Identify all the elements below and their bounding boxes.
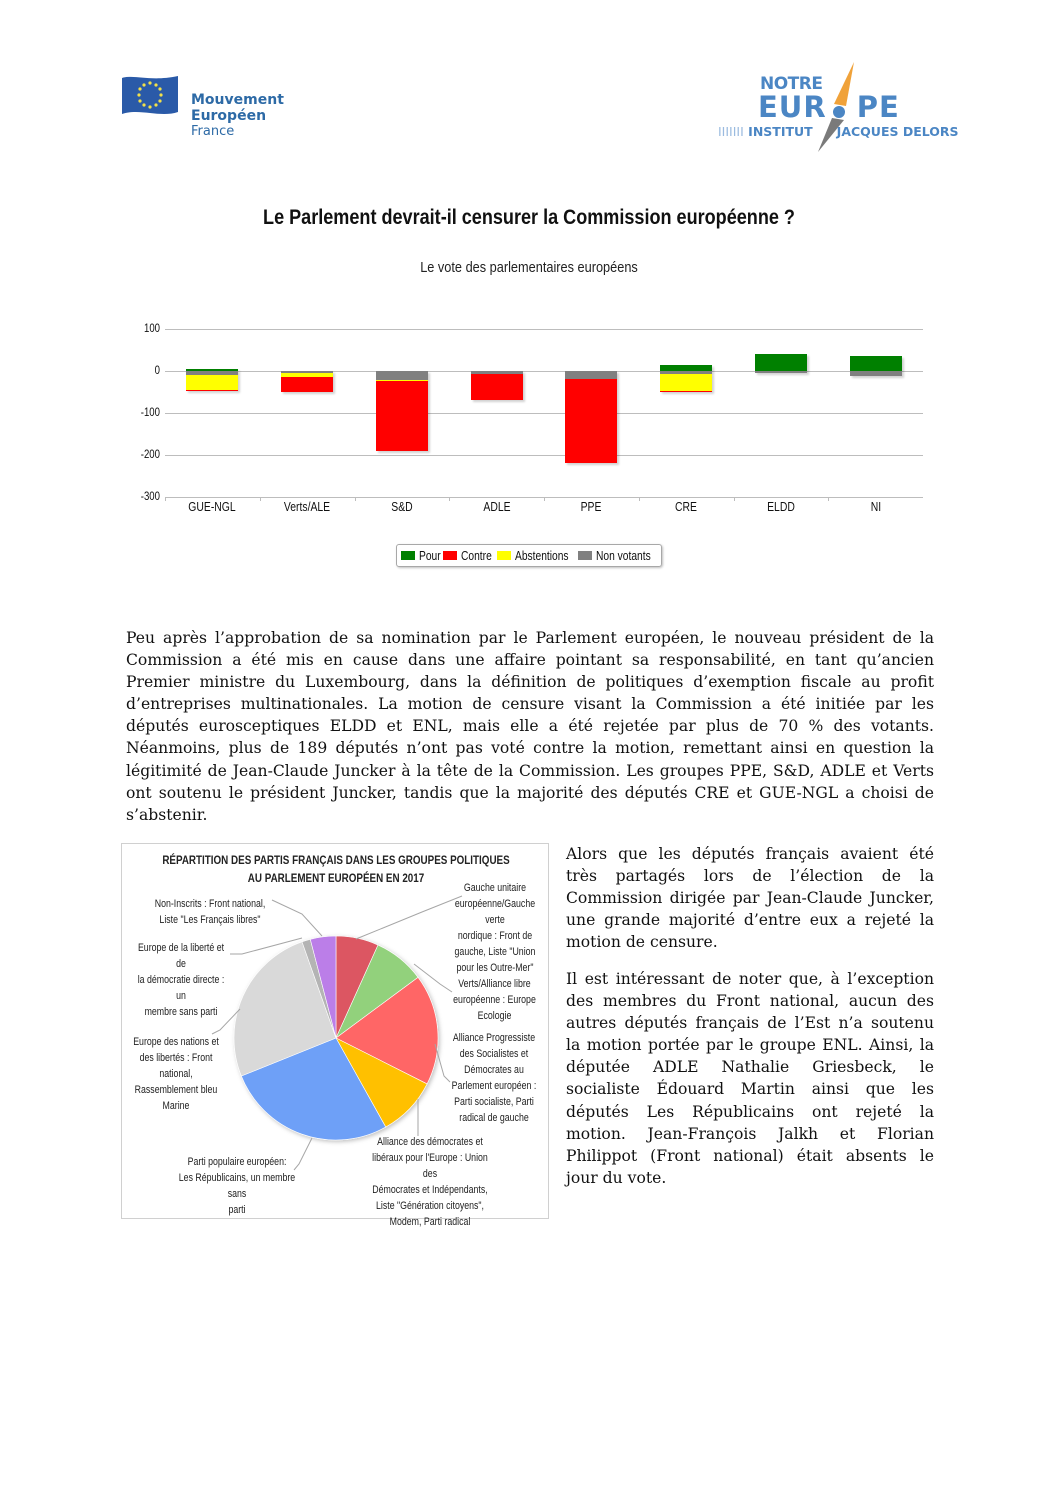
legend-label: Pour [419, 548, 441, 563]
exception-paragraph [566, 968, 934, 1189]
text-line: très partagés lors de l’élection de la [566, 867, 934, 886]
bar-segment-abstentions [660, 374, 712, 391]
bar-segment-contre [281, 377, 333, 393]
page-title: Le Parlement devrait-il censurer la Commission européenne ? [263, 206, 795, 229]
legend-swatch [443, 551, 457, 560]
pie-label-line: Liste "Les Français libres" [159, 914, 261, 926]
legend-swatch [497, 551, 511, 560]
pie-label-line: gauche, Liste "Union [454, 946, 536, 958]
pie-label-line: des Socialistes et [459, 1048, 529, 1060]
pie-label-ni [154, 896, 266, 928]
logo-line-2: Européen [191, 108, 267, 124]
pie-label-line: membre sans parti [144, 1006, 218, 1018]
pie-chart-panel [121, 843, 549, 1228]
institut-text [718, 124, 959, 139]
text-line: ont soutenu le président Juncker, tandis que la majorité des députés CRE et GUE-NGL a choisi de [126, 783, 934, 802]
legend-item [578, 549, 655, 563]
x-tick-label: GUE-NGL [188, 499, 237, 514]
bar-segment-non-votants [376, 371, 428, 380]
text-line: Commission a été mis en cause dans une affaire pointant sa responsabilité, en tant qu’ancien [126, 651, 934, 670]
legend-item [443, 549, 491, 563]
y-tick-label: -200 [140, 447, 160, 461]
text-line: Peu après l’approbation de sa nomination par le Parlement européen, le nouveau président de la [126, 629, 934, 647]
pie-label-line: européenne/Gauche verte [454, 898, 536, 926]
pie-title-line-1: RÉPARTITION DES PARTIS FRANÇAIS DANS LES GROUPES POLITIQUES [162, 853, 510, 867]
pie-label-line: Démocrates au [464, 1064, 524, 1076]
y-tick-label: 100 [143, 321, 160, 335]
french-deputies-paragraph [566, 843, 934, 953]
bars-decor: IIIIIII [718, 124, 744, 139]
text-line: une grande majorité d’entre eux a rejeté la [566, 911, 934, 930]
text-line: s’abstenir. [126, 805, 208, 824]
text-line: la motion portée par le groupe ENL. Ainsi, la [566, 1036, 934, 1055]
europe-text [758, 90, 900, 124]
x-tick-label: CRE [675, 499, 698, 514]
legend-item [497, 549, 572, 563]
institut-label: INSTITUT [748, 124, 813, 139]
bar-segment-abstentions [186, 375, 238, 390]
mouvement-europeen-logo [118, 72, 298, 147]
legend-label: Abstentions [514, 548, 569, 563]
text-line: Néanmoins, plus de 189 députés n’ont pas voté contre la motion, remettant ainsi en question la [126, 739, 934, 758]
pie-label-line: Non-Inscrits : Front national, [154, 898, 266, 910]
pie-label-line: Europe de la liberté et de [137, 942, 225, 970]
text-line: députée ADLE Nathalie Griesbeck, le [566, 1058, 934, 1077]
text-line: députés Les Républicains ont rejeté la [566, 1102, 934, 1121]
legend-item [401, 548, 441, 563]
pie-label-line: libéraux pour l'Europe : Union des [372, 1152, 488, 1180]
notre-text: NOTRE [760, 74, 823, 94]
text-line: légitimité de Jean-Claude Juncker à la tête de la Commission. Les groupes PPE, S&D, ADLE et Verts [126, 761, 934, 780]
x-tick-label: ADLE [483, 499, 511, 514]
x-tick-mark [165, 497, 166, 501]
pie-label-line: Gauche unitaire [463, 882, 527, 894]
text-line: jour du vote. [566, 1168, 667, 1187]
pie-label-line: Parlement européen : [451, 1080, 537, 1092]
pie-label-line: Démocrates et Indépendants, [372, 1184, 488, 1196]
bar-segment-pour [850, 356, 902, 371]
y-tick-label: 0 [154, 363, 160, 377]
x-tick-mark [734, 497, 735, 501]
pie-label-line: Liste "Génération citoyens", [376, 1200, 484, 1212]
text-line: Philippot (Front national) était absents le [566, 1146, 934, 1165]
logo-line-3: France [191, 124, 235, 139]
x-tick-mark [544, 497, 545, 501]
chart-subtitle: Le vote des parlementaires européens [420, 259, 638, 276]
bar-segment-non-votants [565, 371, 617, 379]
pie-label-line: Parti socialiste, Parti [454, 1096, 534, 1108]
pie-label-line: nordique : Front de [457, 930, 533, 942]
legend-swatch [578, 551, 592, 560]
text-line: députés eurosceptiques ELDD et ENL, mais elle a été rejetée par plus de 70 % des votants. [126, 717, 934, 736]
mouvement-europeen-text [191, 92, 284, 140]
gridline [165, 455, 923, 456]
x-tick-mark [260, 497, 261, 501]
text-line: Il est intéressant de noter que, à l’exception [566, 970, 934, 988]
eu-flag-icon [120, 74, 180, 116]
x-tick-label: PPE [580, 499, 602, 514]
pie-label-line: Marine [162, 1100, 190, 1112]
pie-label-line: la démocratie directe : un [137, 974, 225, 1002]
pie-label-line: national, [159, 1068, 193, 1080]
y-tick-label: -100 [140, 405, 160, 419]
bar-segment-contre [660, 391, 712, 392]
x-tick-label: Verts/ALE [284, 499, 331, 514]
x-tick-mark [639, 497, 640, 501]
legend-label: Non votants [596, 548, 651, 563]
intro-paragraph [126, 627, 934, 826]
pie-label-eldd [134, 940, 228, 1020]
x-tick-mark [828, 497, 829, 501]
leader-line [356, 896, 462, 939]
text-line: autres députés français de l’Est n’a soutenu [566, 1014, 934, 1033]
bar-segment-contre [471, 374, 523, 400]
bar-segment-pour [755, 354, 807, 371]
x-tick-label: ELDD [767, 499, 795, 514]
logo-line-1: Mouvement [191, 92, 284, 108]
pie-label-gue [451, 880, 539, 976]
pie-label-line: Verts/Alliance libre [458, 978, 531, 990]
pie-label-verts [453, 976, 537, 1024]
pie-label-sd [449, 1030, 539, 1126]
pie-label-line: Alliance Progressiste [452, 1032, 536, 1044]
gridline [165, 371, 923, 372]
legend-swatch [401, 551, 415, 560]
pie-label-enl [133, 1034, 219, 1114]
bar-segment-contre [376, 381, 428, 451]
jacques-delors-label: JACQUES DELORS [836, 124, 959, 139]
pie-label-line: des libertés : Front [139, 1052, 213, 1064]
pie-label-line: radical de gauche [459, 1112, 529, 1124]
y-tick-label: -300 [140, 489, 160, 503]
pie-label-line: pour les Outre-Mer" [456, 962, 534, 974]
text-line: Premier ministre du Luxembourg, dans la définition de politiques d’exemption fiscale au profit [126, 673, 934, 692]
pie-label-line: Parti populaire européen: [187, 1156, 287, 1168]
legend-label: Contre [461, 548, 493, 563]
x-tick-label: NI [870, 499, 881, 514]
text-line: Commission dirigée par Jean-Claude Juncker, [566, 889, 934, 908]
x-tick-label: S&D [391, 499, 413, 514]
pie-title-line-2: AU PARLEMENT EUROPÉEN EN 2017 [247, 871, 425, 885]
bar-segment-contre [565, 379, 617, 463]
text-line: socialiste Édouard Martin ainsi que les [566, 1080, 934, 1099]
pie-label-line: Modem, Parti radical [389, 1216, 471, 1228]
pe-text: PE [856, 90, 900, 124]
text-line: motion. Jean-François Jalkh et Florian [566, 1124, 934, 1143]
x-tick-mark [449, 497, 450, 501]
pie-label-line: Les Républicains, un membre sans [178, 1172, 296, 1200]
pie-label-adle [366, 1134, 494, 1230]
bar-segment-non-votants [850, 371, 902, 376]
leader-line [272, 900, 322, 936]
gridline [165, 413, 923, 414]
pie-label-line: parti [228, 1204, 246, 1216]
text-line: des membres du Front national, aucun des [566, 992, 934, 1011]
pie-label-line: européenne : Europe [453, 994, 536, 1006]
pie-label-line: Ecologie [477, 1010, 512, 1022]
pie-label-line: Europe des nations et [133, 1036, 219, 1048]
text-line: d’entreprises multinationales. La motion de censure visant la Commission a été initiée par les [126, 695, 934, 714]
text-line: Alors que les députés français avaient été [566, 845, 934, 863]
pie-label-line: Rassemblement bleu [134, 1084, 218, 1096]
pie-label-line: Alliance des démocrates et [377, 1136, 483, 1148]
vote-bar-chart [130, 318, 930, 518]
text-line: motion de censure. [566, 933, 718, 952]
bar-segment-non-votants [755, 371, 807, 373]
notre-europe-logo [718, 60, 959, 155]
eur-text: EUR [758, 90, 827, 124]
gridline [165, 329, 923, 330]
x-tick-mark [355, 497, 356, 501]
chart-legend [396, 544, 662, 567]
pie-label-ppe [169, 1154, 305, 1218]
